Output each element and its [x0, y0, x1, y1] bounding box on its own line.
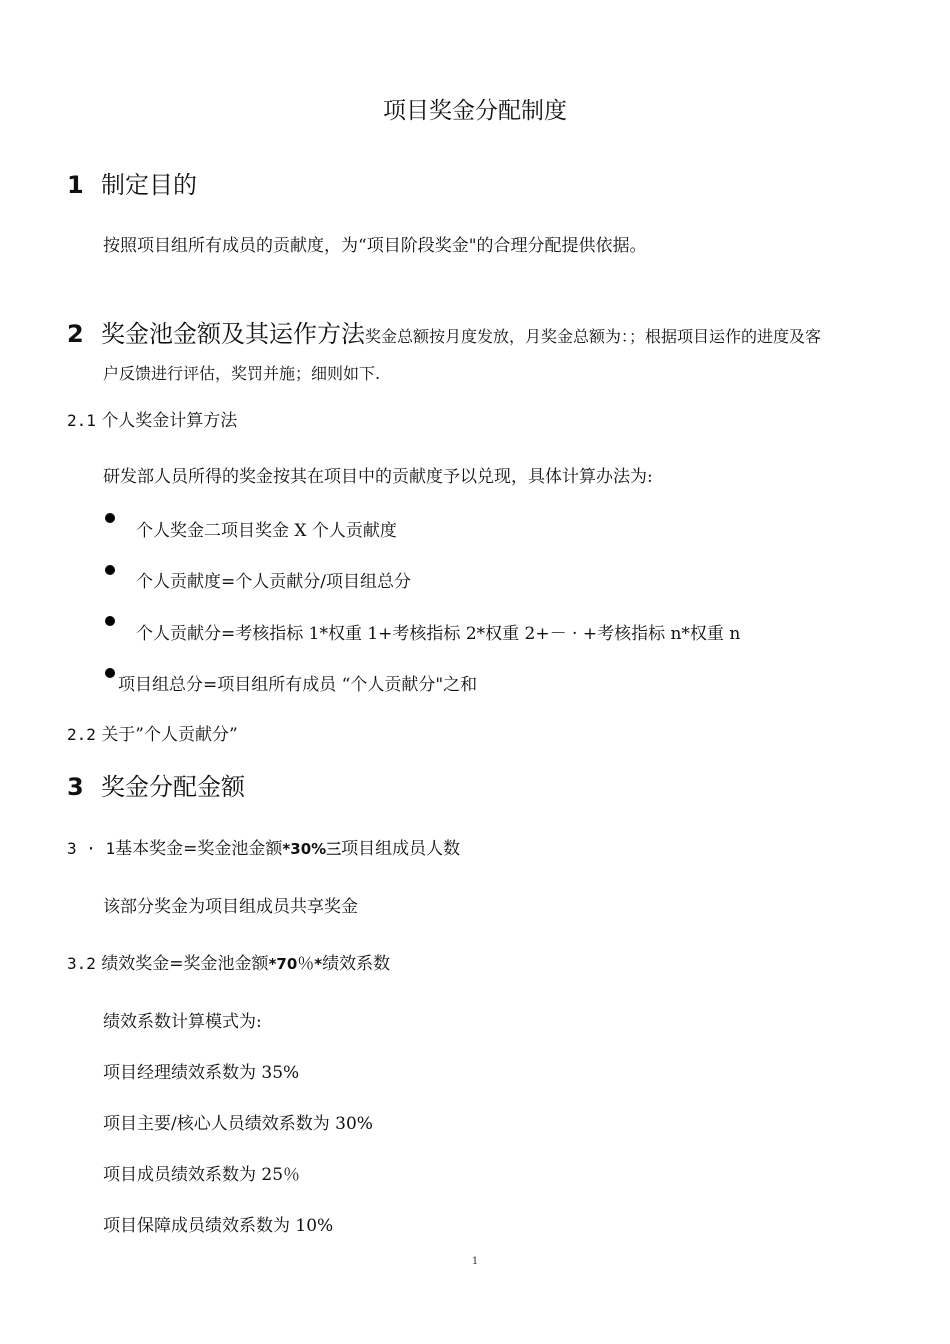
section-3-1-heading	[67, 834, 460, 859]
page-number: 1	[471, 1256, 479, 1267]
bullet-item: 个人贡献度=个人贡献分/项目组总分	[136, 572, 411, 592]
bullet-item: 个人贡献分=考核指标 1*权重 1+考核指标 2*权重 2+－ · +考核指标 n*权重 n	[136, 624, 741, 644]
section-3-2-line: 绩效系数计算模式为:	[103, 1012, 262, 1032]
section-3-2-line: 项目保障成员绩效系数为 10%	[103, 1216, 334, 1236]
section-1-title: 制定目的	[101, 171, 197, 199]
section-2-inline-text: 奖金总额按月度发放，月奖金总额为：；根据项目运作的进度及客	[365, 327, 822, 346]
section-2-1-title: 个人奖金计算方法	[101, 411, 238, 431]
section-3-2-text-e: 绩效系数	[322, 954, 391, 974]
section-3-2-text-d: *	[314, 955, 323, 973]
section-1-paragraph: 按照项目组所有成员的贡献度，为“项目阶段奖金"的合理分配提供依据。	[103, 236, 647, 256]
section-3-1-paragraph: 该部分奖金为项目组成员共享奖金	[103, 897, 358, 917]
section-2-number: 2	[67, 320, 84, 348]
section-3-2-number: 3.2	[67, 954, 96, 973]
section-3-2-line: 项目经理绩效系数为 35%	[103, 1063, 300, 1083]
section-3-number: 3	[67, 773, 84, 801]
section-3-heading	[67, 767, 245, 802]
section-1-number: 1	[67, 171, 84, 199]
section-2-heading	[67, 314, 821, 349]
section-3-2-text-c: ％	[297, 954, 315, 974]
bullet-dot	[105, 565, 115, 575]
section-2-1-number: 2.1	[67, 411, 96, 430]
section-2-2-heading	[67, 720, 238, 745]
section-2-2-title: 关于”个人贡献分”	[101, 725, 238, 745]
section-3-2-heading	[67, 949, 390, 974]
section-3-1-number: 3 · 1	[67, 839, 116, 858]
bullet-dot	[105, 616, 115, 626]
document-title: 项目奖金分配制度	[383, 98, 567, 124]
section-1-heading	[67, 165, 197, 200]
section-3-1-text-a: 基本奖金=奖金池金额	[115, 839, 283, 859]
section-3-2-line: 项目成员绩效系数为 25％	[103, 1165, 301, 1185]
section-3-2-text-b: *70	[268, 955, 298, 973]
section-2-1-paragraph: 研发部人员所得的奖金按其在项目中的贡献度予以兑现，具体计算办法为:	[103, 467, 653, 487]
section-3-2-text-a: 绩效奖金=奖金池金额	[101, 954, 269, 974]
section-3-2-line: 项目主要/核心人员绩效系数为 30%	[103, 1114, 373, 1134]
section-3-1-text-c: 项目组成员人数	[341, 839, 461, 859]
section-2-continuation: 户反馈进行评估，奖罚并施；细则如下.	[103, 364, 381, 383]
section-2-title: 奖金池金额及其运作方法	[101, 320, 365, 348]
section-2-2-number: 2.2	[67, 725, 96, 744]
bullet-item: 项目组总分=项目组所有成员 “个人贡献分"之和	[118, 675, 478, 695]
bullet-item: 个人奖金二项目奖金 X 个人贡献度	[136, 521, 397, 541]
bullet-dot	[105, 513, 115, 523]
bullet-dot	[105, 668, 115, 678]
section-3-title: 奖金分配金额	[101, 773, 245, 801]
section-3-1-text-b: *30%三	[282, 840, 342, 858]
section-2-1-heading	[67, 406, 237, 431]
